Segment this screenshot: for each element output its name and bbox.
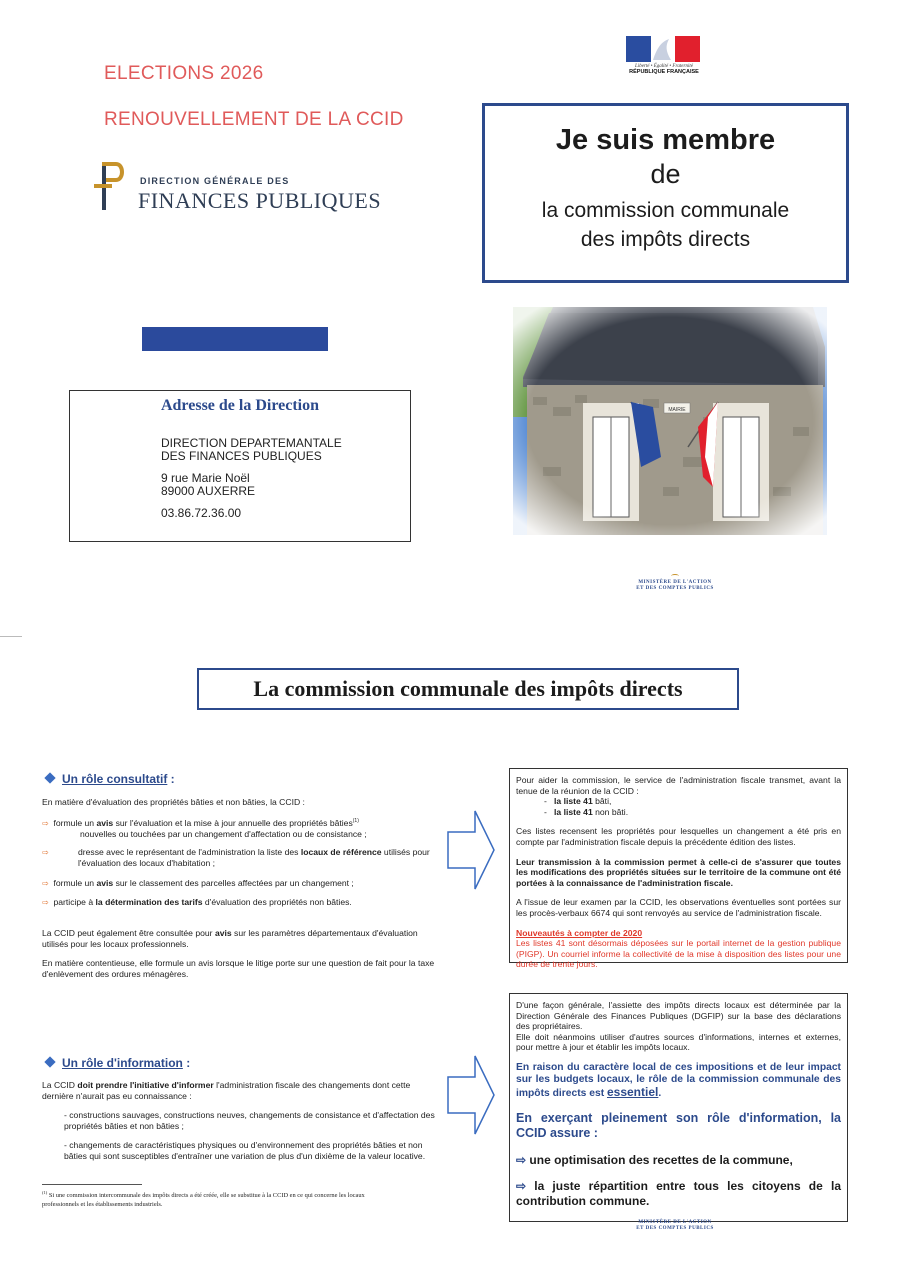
address-box bbox=[69, 390, 411, 542]
arrow-bullet-icon: ⇨ bbox=[42, 898, 49, 907]
right-arrow-icon bbox=[447, 1055, 495, 1135]
title-line2: de bbox=[650, 159, 681, 189]
address-street: 9 rue Marie Noël bbox=[161, 471, 250, 485]
arrow-bullet-icon: ⇨ bbox=[42, 879, 49, 888]
box1-news-text: Les listes 41 sont désormais déposées sur le portail internet de la gestion publique (PIGP). Un courriel informe la collectivité de la mise à disposition des listes pour une durée de trente jours. bbox=[516, 938, 841, 970]
right-arrow-icon bbox=[447, 810, 495, 890]
arrow-bullet-icon: ⇨ bbox=[42, 848, 49, 857]
information-detail1: - constructions sauvages, constructions neuves, changements de consistance et d'affectation des propriétés bâties et non bâties ; bbox=[64, 1110, 435, 1131]
title-box bbox=[482, 103, 849, 283]
ministry-logo-bottom bbox=[630, 1220, 720, 1232]
footnote: $^{(1)}$ Si une commission intercommunale des impôts directs a été créée, elle se substitue à la CCID en ce qui concerne les locaux professionnels et les établissements industriels. bbox=[42, 1190, 365, 1208]
republic-motto: Liberté • Égalité • Fraternité bbox=[635, 64, 693, 69]
address-city: 89000 AUXERRE bbox=[161, 484, 256, 498]
dgfip-line1: DIRECTION GÉNÉRALE DES bbox=[140, 176, 290, 186]
dgfip-logo bbox=[94, 160, 394, 214]
arrow-bullet-icon: ⇨ bbox=[42, 818, 49, 828]
arrow-bullet-icon: ⇨ bbox=[516, 1178, 527, 1193]
ministry-line1: MINISTÈRE DE L'ACTION bbox=[638, 1220, 712, 1225]
box1-news-title: Nouveautés à compter de 2020 bbox=[516, 927, 643, 938]
title-line4: des impôts directs bbox=[580, 228, 751, 251]
consultatif-intro: En matière d'évaluation des propriétés bâties et non bâties, la CCID : bbox=[42, 797, 305, 807]
arrow-bullet-icon: ⇨ bbox=[516, 1152, 527, 1167]
consultatif-bullet4: ⇨ participe à la détermination des tarifs d'évaluation des propriétés non bâties. bbox=[42, 897, 352, 907]
dgfip-emblem-icon bbox=[94, 160, 124, 212]
french-flag-icon bbox=[626, 36, 700, 62]
republic-name: RÉPUBLIQUE FRANÇAISE bbox=[629, 69, 699, 75]
town-hall-photo bbox=[513, 307, 827, 535]
consultatif-bullet1: ⇨ formule un avis sur l'évaluation et la mise à jour annuelle des propriétés bâties$^{(1)}$ nouvelles ou touchées par un changement d'affectation ou de consistance ; bbox=[42, 817, 367, 839]
box1-paragraph4: A l'issue de leur examen par la CCID, les observations éventuelles sont portées sur les procès-verbaux 6674 qui sont renvoyés au service de l'administration fiscale. bbox=[516, 897, 841, 918]
box2-paragraph3: En raison du caractère local de ces impositions et de leur impact sur les budgets locaux, le rôle de la commission communale des impôts directs est essentiel. bbox=[516, 1061, 841, 1100]
consultatif-paragraph1: La CCID peut également être consultée pour avis sur les paramètres départementaux d'évaluation utilisés pour les locaux professionnels. bbox=[42, 928, 418, 949]
diamond-bullet-icon bbox=[44, 1056, 55, 1067]
diamond-bullet-icon bbox=[44, 772, 55, 783]
consultatif-heading: Un rôle consultatif : bbox=[46, 772, 175, 786]
box1-list-item1: - la liste 41 bâti, bbox=[544, 796, 612, 807]
ministry-emblem-icon bbox=[671, 574, 679, 578]
box2-paragraph4: En exerçant pleinement son rôle d'information, la CCID assure : bbox=[516, 1110, 841, 1140]
liste41-box bbox=[509, 768, 848, 970]
address-heading: Adresse de la Direction bbox=[160, 397, 320, 414]
footnote-separator bbox=[42, 1184, 142, 1185]
consultatif-paragraph2: En matière contentieuse, elle formule un avis lorsque le litige porte sur une question de fait pour la taxe d'enlèvement des ordures ménagères. bbox=[42, 958, 435, 979]
ministry-logo-top bbox=[630, 574, 720, 592]
marianne-logo bbox=[626, 36, 702, 82]
ministry-line2: ET DES COMPTES PUBLICS bbox=[636, 586, 714, 591]
consultatif-bullet3: ⇨ formule un avis sur le classement des parcelles affectées par un changement ; bbox=[42, 878, 354, 888]
dgfip-line2: FINANCES PUBLIQUES bbox=[138, 188, 382, 213]
fold-mark bbox=[0, 636, 22, 637]
section-title: La commission communale des impôts directs bbox=[197, 668, 739, 710]
blue-bar bbox=[142, 327, 328, 351]
box2-paragraph1: D'une façon générale, l'assiette des impôts directs locaux est déterminée par la Direction Générale des Finances Publiques (DGFIP) sur la base des déclarations des propriétaires. bbox=[516, 1000, 841, 1032]
elections-title: ELECTIONS 2026 bbox=[104, 63, 264, 84]
title-line1: Je suis membre bbox=[555, 124, 776, 156]
box2-bullet2: ⇨ la juste répartition entre tous les citoyens de la contribution commune. bbox=[516, 1178, 841, 1208]
box1-intro: Pour aider la commission, le service de l'administration fiscale transmet, avant la tenue de la réunion de la CCID : bbox=[516, 775, 841, 796]
address-org1: DIRECTION DEPARTEMANTALE bbox=[161, 436, 342, 450]
consultatif-bullet2: ⇨ dresse avec le représentant de l'administration la liste des locaux de référence utilisés pour l'évaluation des locaux d'habitation ; bbox=[42, 847, 430, 868]
title-line3: la commission communale bbox=[541, 199, 790, 222]
address-phone: 03.86.72.36.00 bbox=[161, 506, 242, 520]
address-org2: DES FINANCES PUBLIQUES bbox=[161, 449, 322, 463]
box1-paragraph2: Ces listes recensent les propriétés pour lesquelles un changement a été pris en compte par l'administration fiscale depuis la précédente édition des listes. bbox=[516, 826, 841, 847]
information-detail2: - changements de caractéristiques physiques ou d'environnement des propriétés bâties et non bâties qui sont susceptibles d'entraîner une variation de plus d'un dixième de la valeur locative. bbox=[64, 1140, 426, 1161]
box1-list-item2: - la liste 41 non bâti. bbox=[544, 806, 629, 817]
information-paragraph1: La CCID doit prendre l'initiative d'informer l'administration fiscale des changements dont cette dernière n'aurait pas eu connaissance : bbox=[42, 1080, 411, 1101]
information-heading: Un rôle d'information : bbox=[46, 1056, 190, 1070]
renouvellement-title: RENOUVELLEMENT DE LA CCID bbox=[104, 109, 404, 130]
information-box bbox=[509, 993, 848, 1222]
box1-paragraph3: Leur transmission à la commission permet à celle-ci de s'assurer que toutes les modifications des propriétés situées sur le territoire de la commune ont été portées à la connaissance de l'administration fiscale. bbox=[516, 856, 841, 888]
box2-paragraph2: Elle doit néanmoins utiliser d'autres sources d'informations, internes et externes, pour mettre à jour et établir les impôts locaux. bbox=[516, 1031, 841, 1053]
ministry-line1: MINISTÈRE DE L'ACTION bbox=[638, 580, 712, 585]
ministry-line2: ET DES COMPTES PUBLICS bbox=[636, 1226, 714, 1231]
box2-bullet1: ⇨ une optimisation des recettes de la commune, bbox=[516, 1152, 793, 1167]
